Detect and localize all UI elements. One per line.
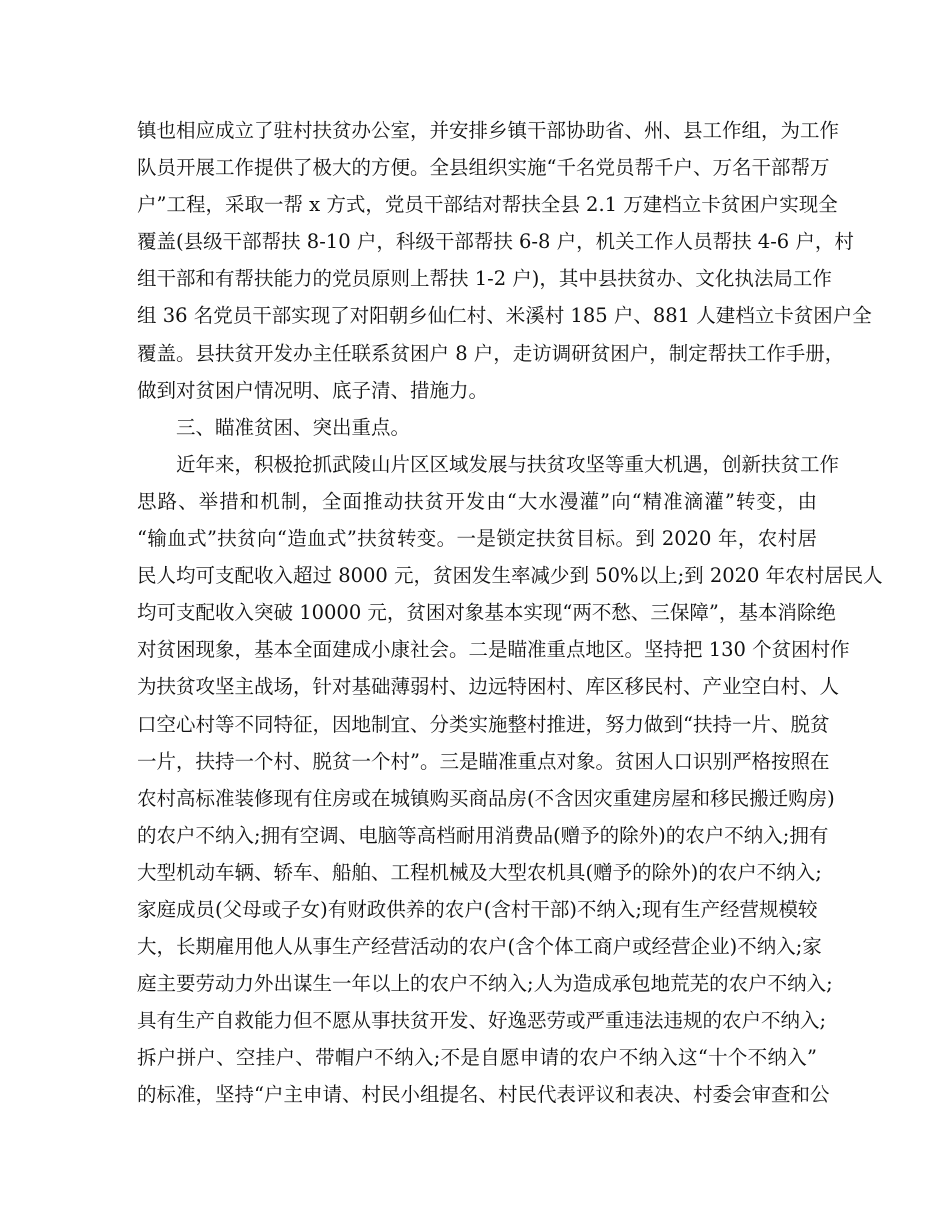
text-line: “输血式”扶贫向“造血式”扶贫转变。一是锁定扶贫目标。到 2020 年，农村居 [137, 527, 817, 551]
text-line: 农村高标准装修现有住房或在城镇购买商品房(不含因灾重建房屋和移民搬迁购房) [137, 786, 835, 810]
text-line: 覆盖。县扶贫开发办主任联系贫困户 8 户，走访调研贫困户，制定帮扶工作手册， [137, 341, 845, 365]
text-line: 近年来，积极抢抓武陵山片区区域发展与扶贫攻坚等重大机遇，创新扶贫工作 [176, 452, 840, 476]
text-line: 组 36 名党员干部实现了对阳朝乡仙仁村、米溪村 185 户、881 人建档立卡贫困户全 [137, 304, 872, 328]
text-line: 镇也相应成立了驻村扶贫办公室，并安排乡镇干部协助省、州、县工作组，为工作 [137, 119, 840, 142]
text-line: 大型机动车辆、轿车、船舶、工程机械及大型农机具(赠予的除外)的农户不纳入; [137, 860, 822, 884]
text-line: 具有生产自救能力但不愿从事扶贫开发、好逸恶劳或严重违法违规的农户不纳入; [137, 1009, 827, 1033]
text-line: 大，长期雇用他人从事生产经营活动的农户(含个体工商户或经营企业)不纳入;家 [137, 935, 822, 959]
text-line: 做到对贫困户情况明、底子清、措施力。 [137, 378, 489, 402]
text-line: 的标准，坚持“户主申请、村民小组提名、村民代表评议和表决、村委会审查和公 [137, 1083, 830, 1107]
text-line: 庭主要劳动力外出谋生一年以上的农户不纳入;人为造成承包地荒芜的农户不纳入; [137, 972, 833, 996]
text-line: 均可支配收入突破 10000 元，贫困对象基本实现“两不愁、三保障”，基本消除绝 [137, 601, 836, 625]
text-line: 一片，扶持一个村、脱贫一个村”。三是瞄准重点对象。贫困人口识别严格按照在 [137, 749, 830, 773]
text-line: 家庭成员(父母或子女)有财政供养的农户(含村干部)不纳入;现有生产经营规模较 [137, 897, 818, 921]
document-body [137, 112, 883, 1114]
text-line: 户”工程，采取一帮 x 方式，党员干部结对帮扶全县 2.1 万建档立卡贫困户实现全 [137, 193, 838, 217]
text-line: 覆盖(县级干部帮扶 8-10 户，科级干部帮扶 6-8 户，机关工作人员帮扶 4-6 户，村 [137, 230, 854, 254]
text-line: 的农户不纳入;拥有空调、电脑等高档耐用消费品(赠予的除外)的农户不纳入;拥有 [137, 823, 829, 847]
paragraph-targeting [137, 446, 883, 1114]
text-line: 队员开展工作提供了极大的方便。全县组织实施“千名党员帮千户、万名干部帮万 [137, 156, 830, 180]
text-line: 拆户拼户、空挂户、带帽户不纳入;不是自愿申请的农户不纳入这“十个不纳入” [137, 1046, 817, 1070]
text-line: 口空心村等不同特征，因地制宜、分类实施整村推进，努力做到“扶持一片、脱贫 [137, 712, 830, 736]
text-line: 对贫困现象，基本全面建成小康社会。二是瞄准重点地区。坚持把 130 个贫困村作 [137, 638, 850, 662]
text-line: 为扶贫攻坚主战场，针对基础薄弱村、边远特困村、库区移民村、产业空白村、人 [137, 675, 840, 699]
paragraph-poverty-teams [137, 112, 872, 409]
text-line: 思路、举措和机制，全面推动扶贫开发由“大水漫灌”向“精准滴灌”转变，由 [137, 489, 817, 513]
section-heading: 三、瞄准贫困、突出重点。 [176, 415, 411, 439]
text-line: 民人均可支配收入超过 8000 元，贫困发生率减少到 50%以上;到 2020 年农村居民人 [137, 564, 883, 588]
text-line: 组干部和有帮扶能力的党员原则上帮扶 1-2 户)，其中县扶贫办、文化执法局工作 [137, 267, 832, 291]
